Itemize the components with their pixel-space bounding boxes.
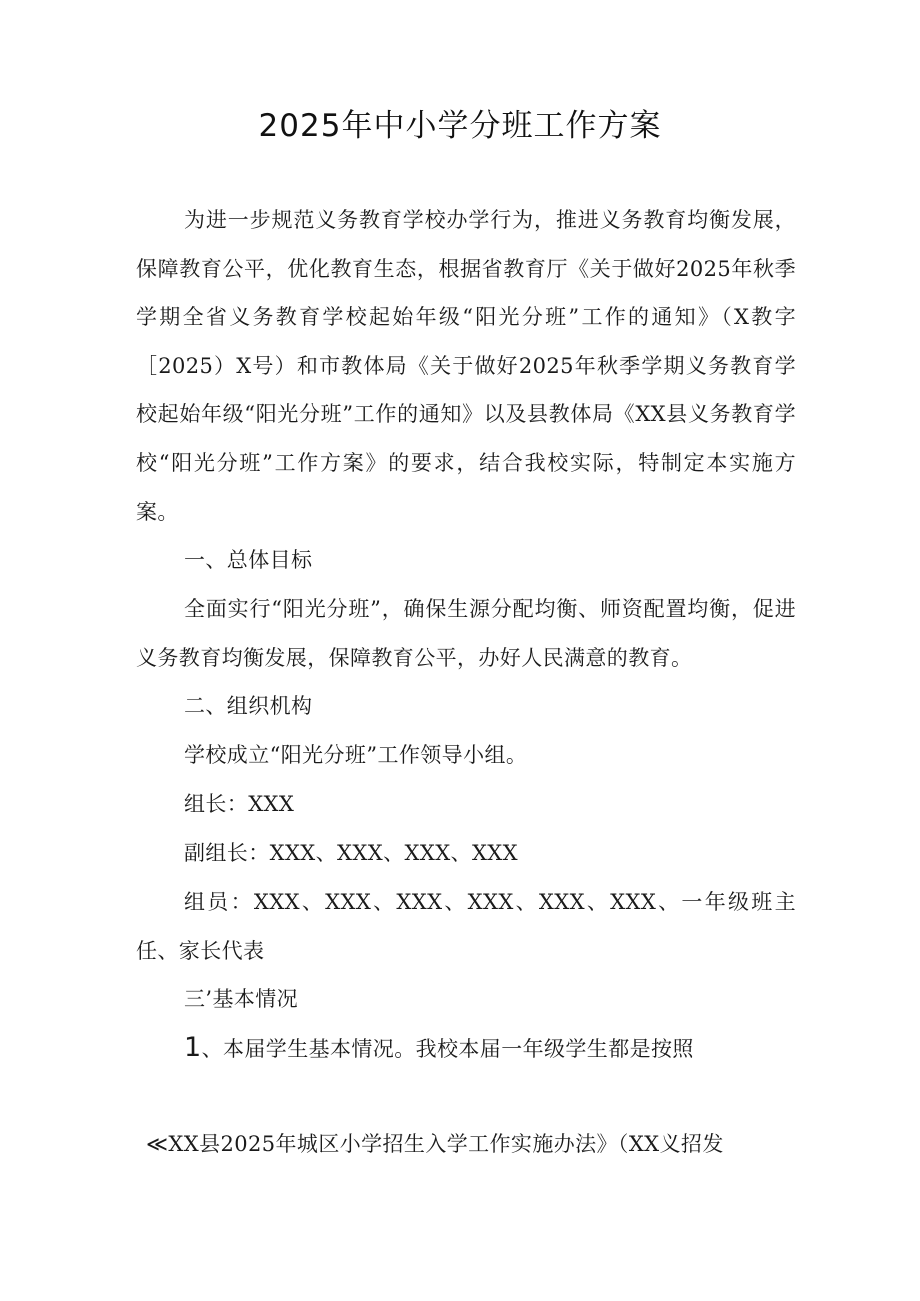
section-heading-situation: 三’基本情况 (184, 987, 299, 1011)
goals-paragraph: 全面实行“阳光分班”，确保生源分配均衡、师资配置均衡，促进义务教育均衡发展，保障教育公平，办好人民满意的教育。 (136, 597, 796, 670)
members-line: 组员：XXX、XXX、XXX、XXX、XXX、XXX、一年级班主任、家长代表 (136, 890, 796, 963)
document-title: 2025年中小学分班工作方案 (258, 108, 662, 144)
section-heading-organization: 二、组织机构 (184, 694, 313, 718)
group-leader-line: 组长：XXX (184, 792, 295, 816)
situation-item-1 (136, 1024, 796, 1074)
reference-line: ≪XX县2025年城区小学招生入学工作实施办法》（XX义招发 (146, 1132, 724, 1156)
intro-paragraph: 为进一步规范义务教育学校办学行为，推进义务教育均衡发展，保障教育公平，优化教育生态，根据省教育厅《关于做好2025年秋季学期全省义务教育学校起始年级“阳光分班”工作的通知》（X教字［2025）X号）和市教体局《关于做好2025年秋季学期义务教育学校起始年级“阳光分班”工作的通知》以及县教体局《XX县义务教育学校“阳光分班”工作方案》的要求，结合我校实际，特制定本实施方案。 (136, 208, 796, 524)
item-number: 1 (184, 1032, 202, 1063)
vice-leader-line: 副组长：XXX、XXX、XXX、XXX (184, 841, 519, 865)
organization-paragraph: 学校成立“阳光分班”工作领导小组。 (184, 743, 528, 767)
item-text: 、本届学生基本情况。我校本届一年级学生都是按照 (201, 1037, 694, 1061)
section-heading-goals: 一、总体目标 (184, 548, 313, 572)
